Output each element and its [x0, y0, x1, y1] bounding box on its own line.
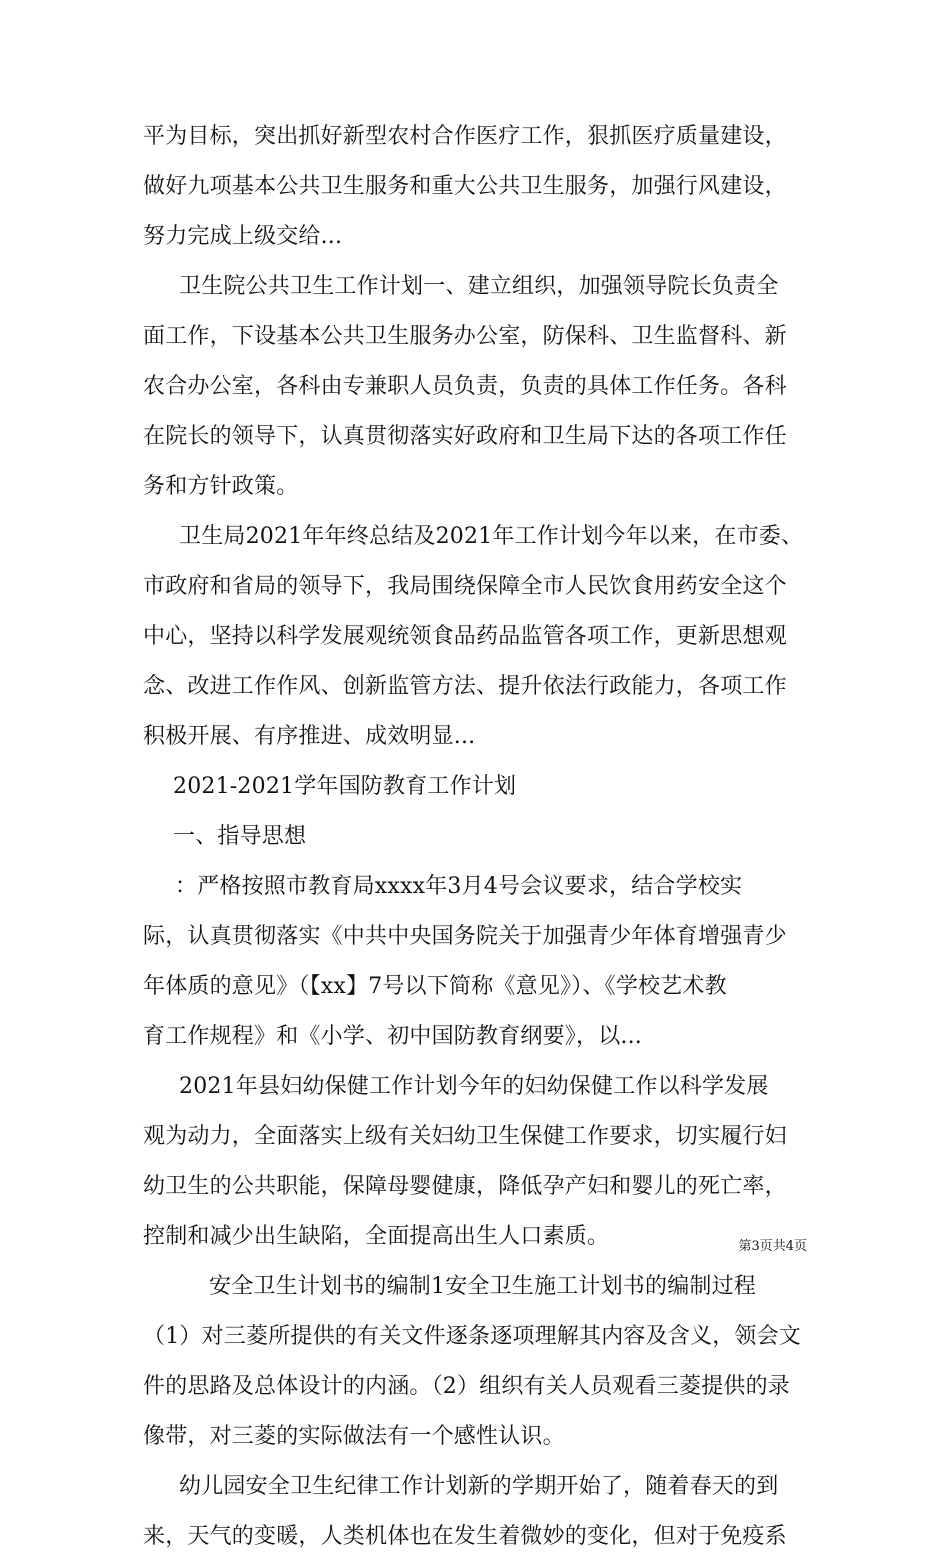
page-number-footer: 第3页共4页	[738, 1239, 807, 1254]
text-line: 在院长的领导下，认真贯彻落实好政府和卫生局下达的各项工作任	[143, 424, 787, 449]
paragraph-start-line: 幼儿园安全卫生纪律工作计划新的学期开始了，随着春天的到	[179, 1474, 779, 1499]
text-line: 中心，坚持以科学发展观统领食品药品监管各项工作，更新思想观	[143, 624, 787, 649]
text-line: 育工作规程》和《小学、初中国防教育纲要》，以...	[143, 1024, 642, 1049]
paragraph-start-line: ：严格按照市教育局xxxx年3月4号会议要求，结合学校实	[175, 874, 743, 899]
text-line: 来，天气的变暖，人类机体也在发生着微妙的变化，但对于免疫系	[143, 1524, 787, 1549]
text-line: 念、改进工作作风、创新监管方法、提升依法行政能力，各项工作	[143, 674, 787, 699]
text-line: 农合办公室，各科由专兼职人员负责，负责的具体工作任务。各科	[143, 374, 787, 399]
text-line: 积极开展、有序推进、成效明显...	[143, 724, 476, 749]
text-line: 控制和减少出生缺陷，全面提高出生人口素质。	[143, 1224, 610, 1249]
paragraph-start-line: 卫生院公共卫生工作计划一、建立组织，加强领导院长负责全	[179, 274, 779, 299]
paragraph-start-line: 2021年县妇幼保健工作计划今年的妇幼保健工作以科学发展	[179, 1074, 769, 1099]
text-line: 际，认真贯彻落实《中共中央国务院关于加强青少年体育增强青少	[143, 924, 787, 949]
section-heading: 一、指导思想	[173, 824, 307, 849]
paragraph-start-line: 安全卫生计划书的编制1安全卫生施工计划书的编制过程	[209, 1274, 756, 1299]
text-line: 平为目标，突出抓好新型农村合作医疗工作，狠抓医疗质量建设，	[143, 124, 787, 149]
text-line: 件的思路及总体设计的内涵。（2）组织有关人员观看三菱提供的录	[143, 1374, 790, 1399]
text-line: 像带，对三菱的实际做法有一个感性认识。	[143, 1424, 565, 1449]
paragraph-start-line: 卫生局2021年年终总结及2021年工作计划今年以来，在市委、	[179, 524, 804, 549]
text-line: 做好九项基本公共卫生服务和重大公共卫生服务，加强行风建设，	[143, 174, 787, 199]
text-line: （1）对三菱所提供的有关文件逐条逐项理解其内容及含义，领会文	[143, 1324, 801, 1349]
text-line: 务和方针政策。	[143, 474, 299, 499]
text-line: 市政府和省局的领导下，我局围绕保障全市人民饮食用药安全这个	[143, 574, 787, 599]
document-body	[143, 112, 833, 1562]
text-line: 观为动力，全面落实上级有关妇幼卫生保健工作要求，切实履行妇	[143, 1124, 787, 1149]
text-line: 努力完成上级交给...	[143, 224, 343, 249]
text-line: 年体质的意见》（【xx】7号以下简称《意见》）、《学校艺术教	[143, 974, 727, 999]
text-line: 面工作，下设基本公共卫生服务办公室，防保科、卫生监督科、新	[143, 324, 787, 349]
section-title: 2021-2021学年国防教育工作计划	[173, 774, 517, 799]
text-line: 幼卫生的公共职能，保障母婴健康，降低孕产妇和婴儿的死亡率，	[143, 1174, 787, 1199]
